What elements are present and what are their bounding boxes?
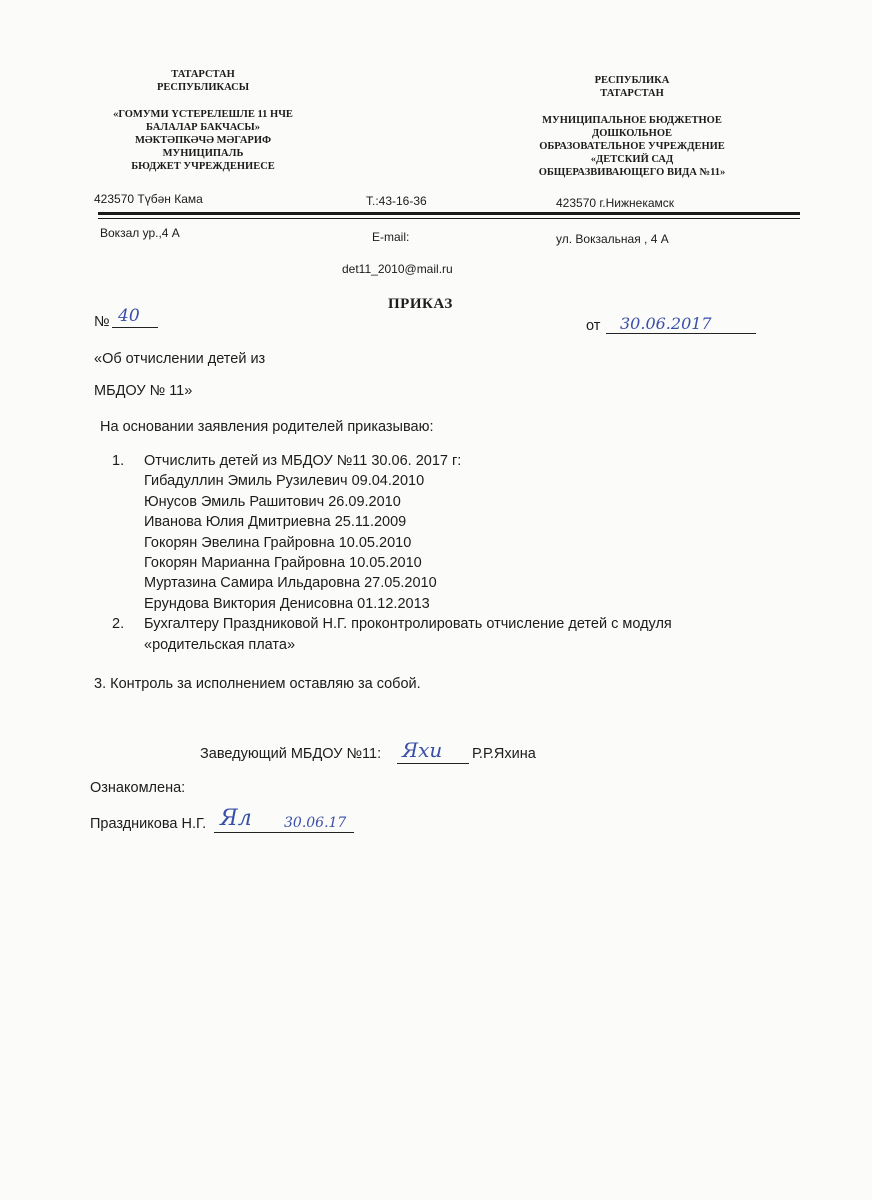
email-address: det11_2010@mail.ru — [342, 262, 453, 276]
child-entry: Гокорян Эвелина Грайровна 10.05.2010 — [144, 534, 412, 551]
acknowledged-signature: Ял — [220, 806, 252, 831]
left-address: 423570 Түбән Кама — [94, 192, 203, 206]
right-header-line: РЕСПУБЛИКА — [594, 75, 670, 86]
header-rule-thick — [98, 212, 800, 215]
child-entry: Юнусов Эмиль Рашитович 26.09.2010 — [144, 493, 401, 510]
child-entry: Ерундова Виктория Денисовна 01.12.2013 — [144, 595, 430, 612]
subject-line-2: МБДОУ № 11» — [94, 383, 193, 399]
phone: Т.:43-16-36 — [366, 194, 427, 208]
item2-continuation: «родительская плата» — [144, 636, 296, 653]
order-items-list — [112, 451, 672, 655]
left-header-line: МУНИЦИПАЛЬ — [162, 148, 244, 159]
item2-text: Бухгалтеру Праздниковой Н.Г. проконтролировать отчисление детей с модуля — [144, 616, 672, 633]
left-header-line: МӘКТӘПКӘЧӘ МӘГАРИФ — [134, 135, 272, 146]
acknowledged-name: Праздникова Н.Г. — [90, 816, 207, 832]
director-signature: Яхи — [402, 738, 443, 762]
list-item — [112, 451, 672, 471]
subject-line-1: «Об отчислении детей из — [94, 351, 266, 367]
order-number-handwritten: 40 — [118, 306, 140, 326]
child-entry: Иванова Юлия Дмитриевна 25.11.2009 — [144, 514, 407, 531]
left-header-line: БЮДЖЕТ УЧРЕЖДЕНИЕСЕ — [131, 161, 275, 172]
child-entry: Гокорян Марианна Грайровна 10.05.2010 — [144, 555, 422, 572]
left-header-line: БАЛАЛАР БАКЧАСЫ» — [145, 122, 260, 133]
director-name: Р.Р.Яхина — [472, 746, 536, 762]
child-entry: Гибадуллин Эмиль Рузилевич 09.04.2010 — [144, 473, 425, 490]
left-street: Вокзал ур.,4 А — [100, 226, 180, 240]
basis-text: На основании заявления родителей приказываю: — [100, 419, 434, 435]
left-header-line: «ГОМУМИ ҮСТЕРЕЛЕШЛЕ 11 НЧЕ — [113, 109, 293, 120]
list-item — [112, 614, 672, 634]
header-rule-thin — [98, 218, 800, 219]
email-label: E-mail: — [372, 230, 410, 244]
order-number-line — [112, 327, 158, 328]
acknowledged-label: Ознакомлена: — [90, 780, 186, 796]
order-date-line — [606, 333, 756, 334]
right-header-line: ОБЩЕРАЗВИВАЮЩЕГО ВИДА №11» — [538, 167, 726, 178]
right-header-line: ОБРАЗОВАТЕЛЬНОЕ УЧРЕЖДЕНИЕ — [539, 141, 725, 152]
child-entry: Муртазина Самира Ильдаровна 27.05.2010 — [144, 575, 437, 592]
right-header-line: ТАТАРСТАН — [600, 88, 664, 99]
acknowledged-line — [214, 832, 354, 833]
order-date-label: от — [586, 318, 601, 334]
item1-text: Отчислить детей из МБДОУ №11 30.06. 2017 г: — [144, 453, 462, 469]
right-header-line: «ДЕТСКИЙ САД — [590, 154, 674, 165]
list-number: 2. — [112, 616, 125, 633]
acknowledged-date: 30.06.17 — [284, 815, 347, 831]
item3-text: 3. Контроль за исполнением оставляю за собой. — [94, 676, 421, 692]
right-street: ул. Вокзальная , 4 А — [556, 232, 669, 246]
director-position: Заведующий МБДОУ №11: — [200, 746, 382, 762]
order-number-label: № — [94, 314, 110, 330]
right-header-line: ДОШКОЛЬНОЕ — [591, 128, 673, 139]
signature-line — [397, 763, 469, 764]
right-header — [522, 74, 742, 179]
left-header-line: РЕСПУБЛИКАСЫ — [156, 82, 250, 93]
list-number: 1. — [112, 453, 125, 469]
order-title: ПРИКАЗ — [388, 296, 453, 312]
right-address: 423570 г.Нижнекамск — [556, 196, 675, 210]
left-header-line: ТАТАРСТАН — [171, 69, 235, 80]
order-date-handwritten: 30.06.2017 — [620, 314, 712, 333]
left-header — [92, 68, 314, 173]
right-header-line: МУНИЦИПАЛЬНОЕ БЮДЖЕТНОЕ — [542, 115, 722, 126]
